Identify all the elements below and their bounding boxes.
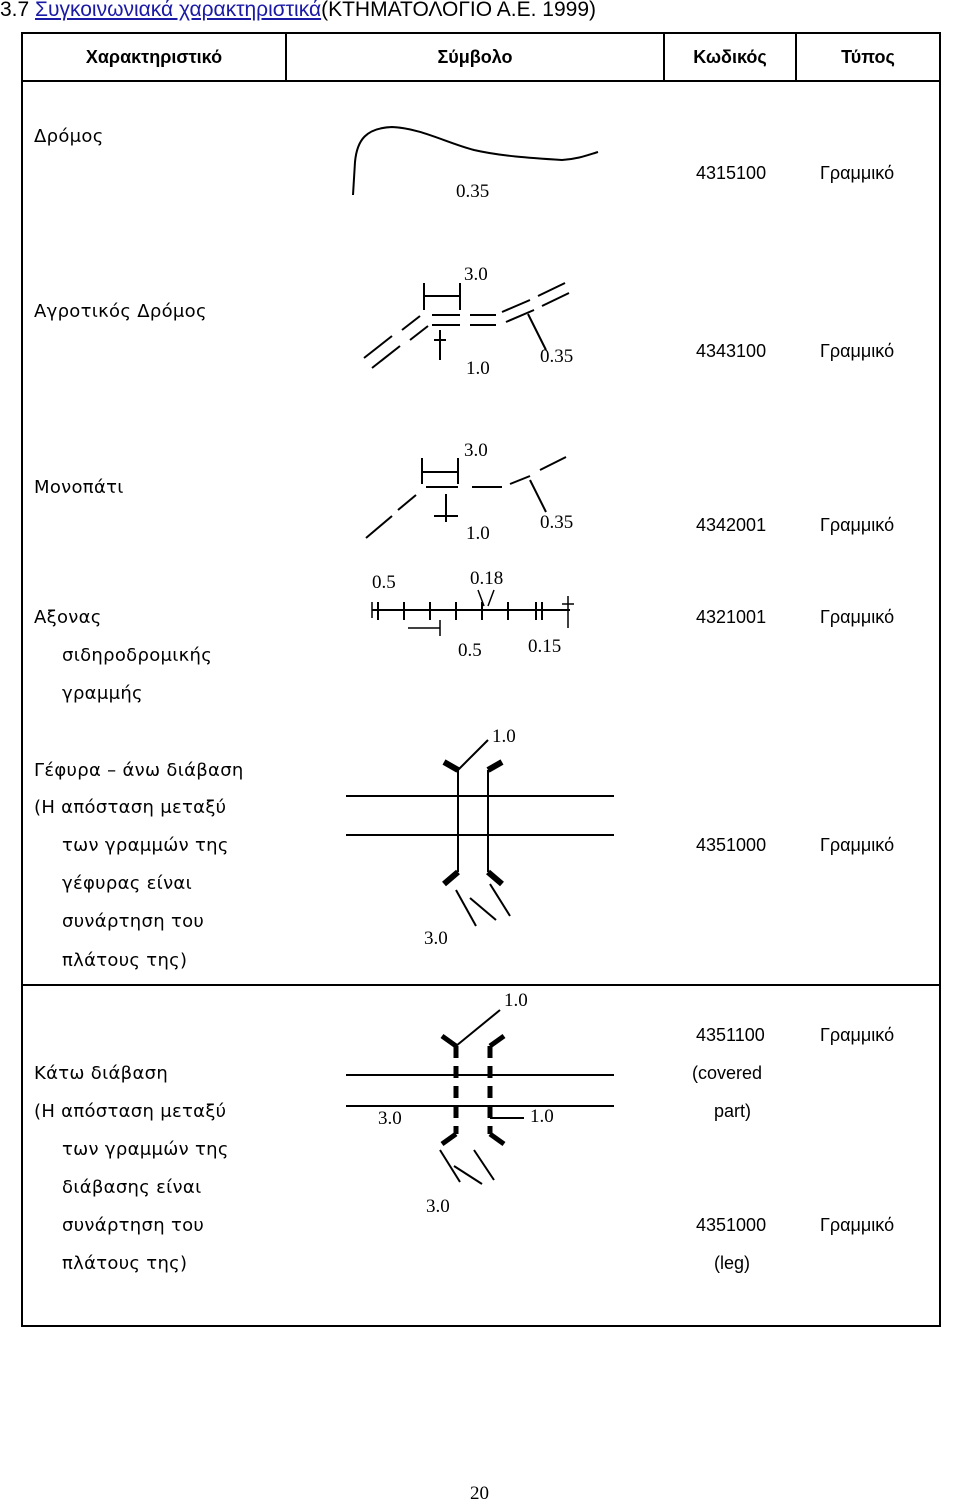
row-1-dim-thickness: 0.35 [456,181,490,202]
title-link[interactable]: Συγκοινωνιακά χαρακτηριστικά [35,0,322,21]
row-5-type: Γραμμικό [820,835,895,855]
row-4-code: 4321001 [696,607,767,627]
row-5-name-line-2: (Η απόσταση μεταξύ [34,797,227,818]
row-5-name-line-3: των γραμμών της [62,835,229,856]
row-5-name-line-6: πλάτους της) [62,950,188,971]
row-6-name-line-4: διάβασης είναι [62,1177,202,1198]
title-prefix: 3.7 [0,0,36,21]
row-2-type: Γραμμικό [820,341,895,361]
title-suffix: (ΚΤΗΜΑΤΟΛΟΓΙΟ Α.Ε. 1999) [321,0,596,21]
row-5-name-line-4: γέφυρας είναι [62,873,192,894]
row-4-dim-tie-width: 0.18 [470,568,504,589]
column-header-characteristic: Χαρακτηριστικό [85,47,223,67]
row-4-dim-thickness: 0.15 [528,636,562,657]
row-4-dim-offset: 0.5 [458,640,482,661]
row-6-dim-wing: 1.0 [504,990,528,1011]
row-1-name: Δρόμος [34,126,104,147]
row-2-dim-thickness: 0.35 [540,346,574,367]
row-3-dim-gap: 1.0 [466,523,490,544]
rural-road-double-dashed-symbol [364,283,569,368]
row-6-code-line-3: part) [714,1101,752,1121]
row-5-name-line-1: Γέφυρα – άνω διάβαση [34,760,244,781]
row-4-name-line-2: σιδηροδρομικής [62,645,213,666]
row-6-code-line-4: 4351000 [696,1215,767,1235]
row-5-name-line-5: συνάρτηση του [62,911,205,932]
column-header-type: Τύπος [841,47,895,67]
row-2-code: 4343100 [696,341,767,361]
row-5-dim-wing: 1.0 [492,726,516,747]
row-5-dim-spacing: 3.0 [424,928,448,949]
row-6-type-1: Γραμμικό [820,1025,895,1045]
page-number: 20 [470,1483,489,1504]
row-4-type: Γραμμικό [820,607,895,627]
row-5-code: 4351000 [696,835,767,855]
row-4-dim-tie-spacing: 0.5 [372,572,396,593]
row-1-code: 4315100 [696,163,767,183]
row-6-name-line-2: (Η απόσταση μεταξύ [34,1101,227,1122]
underpass-symbol [346,1010,614,1184]
row-6-name-line-5: συνάρτηση του [62,1215,205,1236]
row-3-code: 4342001 [696,515,767,535]
row-6-type-2: Γραμμικό [820,1215,895,1235]
row-6-dim-dash: 3.0 [378,1108,402,1129]
bridge-overpass-symbol [346,740,614,926]
column-header-code: Κωδικός [693,47,767,67]
row-6-dim-spacing: 3.0 [426,1196,450,1217]
row-4-name-line-3: γραμμής [62,683,143,704]
row-2-name: Αγροτικός Δρόμος [34,301,207,322]
row-6-name-line-3: των γραμμών της [62,1139,229,1160]
row-3-type: Γραμμικό [820,515,895,535]
row-6-dim-gap: 1.0 [530,1106,554,1127]
railway-axis-symbol [372,590,574,636]
row-3-dim-thickness: 0.35 [540,512,574,533]
row-6-name-line-1: Κάτω διάβαση [34,1063,169,1084]
row-4-name-line-1: Αξονας [34,607,102,628]
row-1-type: Γραμμικό [820,163,895,183]
row-3-name: Μονοπάτι [34,477,124,498]
row-6-code-line-5: (leg) [714,1253,751,1273]
row-3-dim-dash: 3.0 [464,440,488,461]
row-6-name-line-6: πλάτους της) [62,1253,188,1274]
row-2-dim-dash: 3.0 [464,264,488,285]
row-6-code-line-1: 4351100 [696,1025,765,1045]
column-header-symbol: Σύμβολο [437,47,513,67]
row-2-dim-gap: 1.0 [466,358,490,379]
row-6-code-line-2: (covered [692,1063,763,1083]
